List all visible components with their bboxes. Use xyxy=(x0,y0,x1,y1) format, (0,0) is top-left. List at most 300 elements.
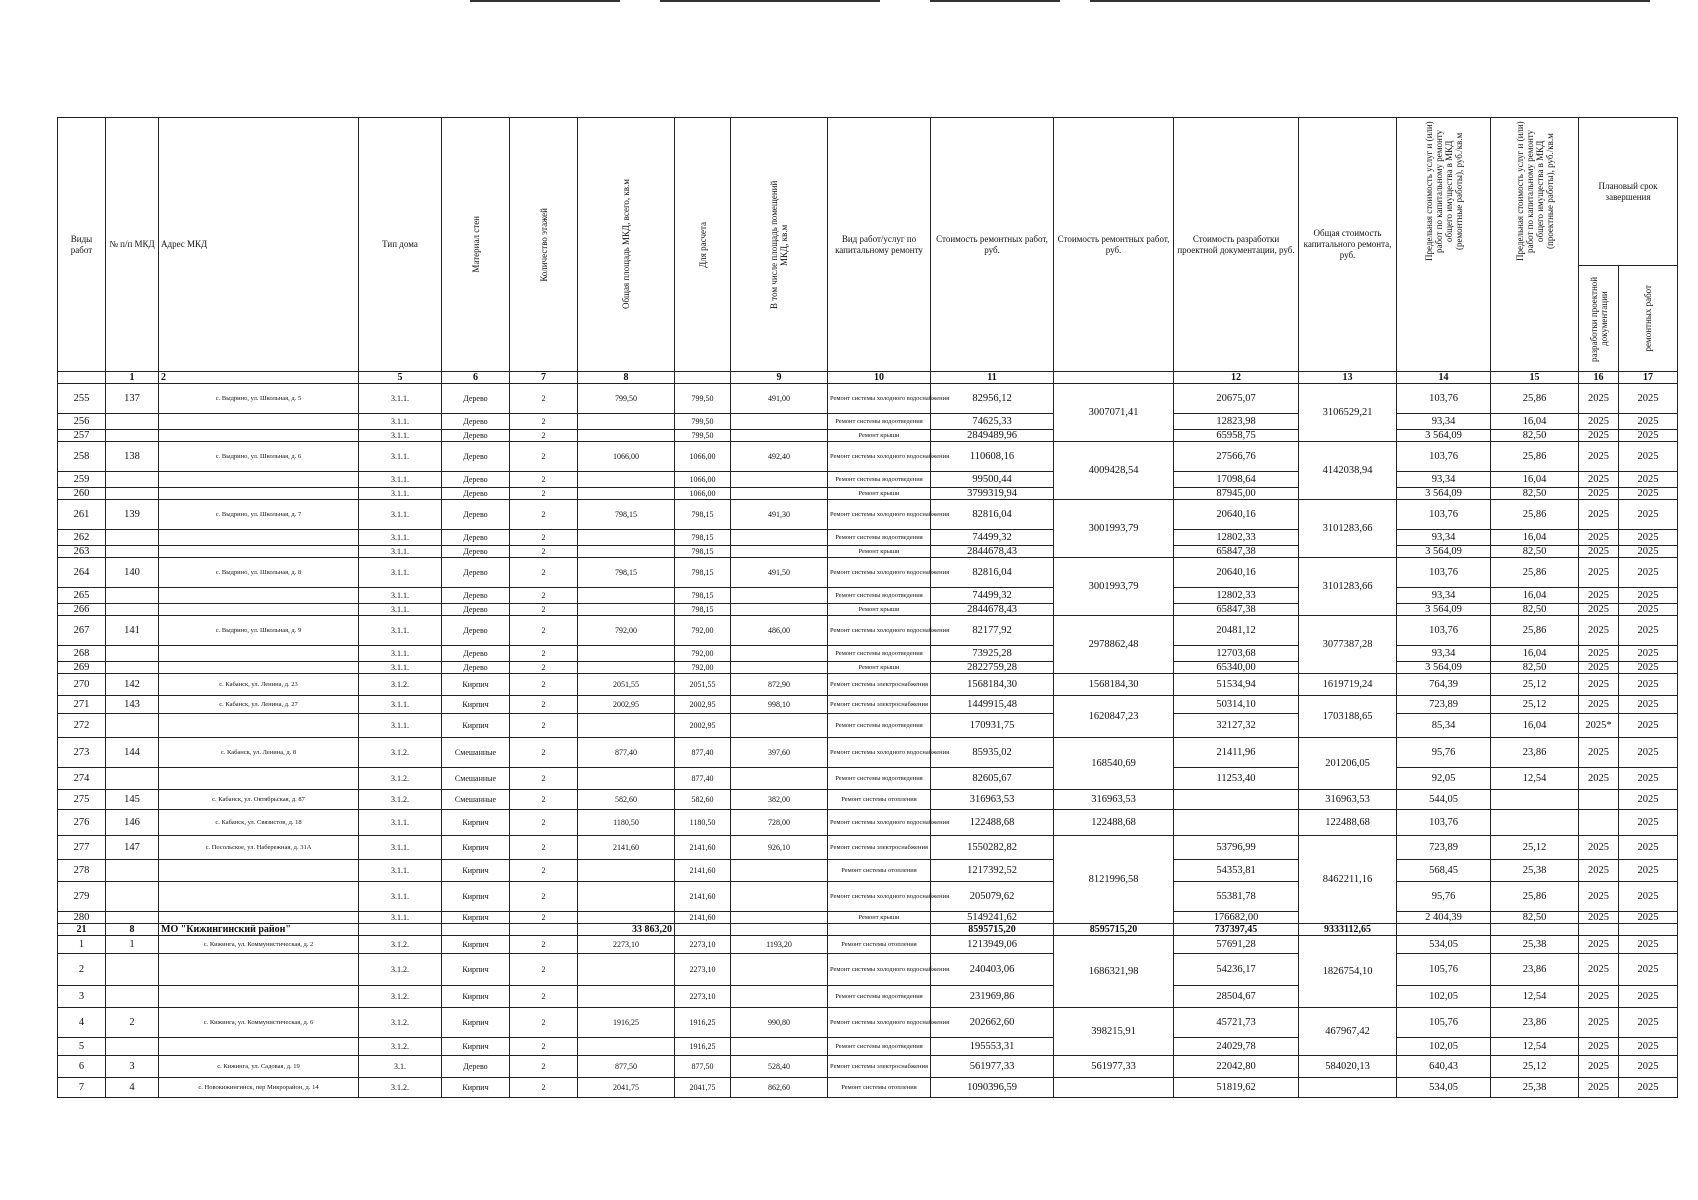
header-repair-cost-total: Стоимость ремонтных работ, руб. xyxy=(1054,118,1174,372)
cell-limit-repair: 764,39 xyxy=(1397,674,1491,696)
cell-row-number: 275 xyxy=(58,790,106,810)
header-mkd-no: № п/п МКД xyxy=(106,118,159,372)
cell-deadline-repair: 2025 xyxy=(1619,442,1678,472)
header-address: Адрес МКД xyxy=(159,118,359,372)
cell-house-type: 3.1. xyxy=(359,1056,442,1078)
cell-deadline-design xyxy=(1579,924,1619,936)
header-limit-design: Предельная стоимость услуг и (или) работ по капитальному ремонту общего имущества в МКД (проектные работы), руб./кв.м xyxy=(1491,118,1579,372)
cell-total-area: 1066,00 xyxy=(578,442,675,472)
cell-house-type: 3.1.2. xyxy=(359,1078,442,1098)
cell-limit-design: 25,86 xyxy=(1491,500,1579,530)
cell-calc-area: 2141,60 xyxy=(675,912,731,924)
cell-row-number: 278 xyxy=(58,860,106,882)
cell-deadline-design: 2025 xyxy=(1579,1008,1619,1038)
cell-house-type: 3.1.1. xyxy=(359,558,442,588)
cell-limit-design: 25,38 xyxy=(1491,860,1579,882)
table-row xyxy=(58,696,1678,714)
cell-deadline-design: 2025 xyxy=(1579,488,1619,500)
cell-total-area: 799,50 xyxy=(578,384,675,414)
cell-total-area: 1180,50 xyxy=(578,810,675,836)
cell-wall-material: Дерево xyxy=(442,1056,510,1078)
cell-deadline-repair xyxy=(1619,924,1678,936)
cell-wall-material: Дерево xyxy=(442,442,510,472)
cell-wall-material: Смешанные xyxy=(442,768,510,790)
cell-work-kind xyxy=(828,924,931,936)
cell-deadline-repair: 2025 xyxy=(1619,954,1678,986)
cell-wall-material: Кирпич xyxy=(442,986,510,1008)
cell-total-area xyxy=(578,588,675,604)
cell-mkd-number xyxy=(106,714,159,738)
cell-deadline-design: 2025 xyxy=(1579,1078,1619,1098)
cell-limit-design: 25,86 xyxy=(1491,616,1579,646)
cell-house-type: 3.1.2. xyxy=(359,738,442,768)
cell-total-area xyxy=(578,488,675,500)
cell-limit-repair: 103,76 xyxy=(1397,558,1491,588)
cell-address xyxy=(159,546,359,558)
cell-limit-design: 82,50 xyxy=(1491,604,1579,616)
cell-house-type: 3.1.2. xyxy=(359,768,442,790)
cell-house-type: 3.1.1. xyxy=(359,472,442,488)
cell-repair-cost: 74499,32 xyxy=(931,588,1054,604)
cell-calc-area: 1066,00 xyxy=(675,488,731,500)
cell-total-cost: 122488,68 xyxy=(1299,810,1397,836)
cell-premises-area: 998,10 xyxy=(731,696,828,714)
cell-floors: 2 xyxy=(510,662,578,674)
cell-mkd-number xyxy=(106,912,159,924)
header-house-type: Тип дома xyxy=(359,118,442,372)
cell-total-cost: 8462211,16 xyxy=(1299,836,1397,924)
cell-premises-area: 486,00 xyxy=(731,616,828,646)
cell-limit-repair: 3 564,09 xyxy=(1397,604,1491,616)
cell-limit-design: 12,54 xyxy=(1491,1038,1579,1056)
cell-house-type: 3.1.1. xyxy=(359,546,442,558)
cell-floors: 2 xyxy=(510,1038,578,1056)
cell-repair-cost-total: 3001993,79 xyxy=(1054,558,1174,616)
cell-address xyxy=(159,1038,359,1056)
cell-wall-material: Кирпич xyxy=(442,1038,510,1056)
cell-limit-repair: 92,05 xyxy=(1397,768,1491,790)
cell-deadline-repair: 2025 xyxy=(1619,696,1678,714)
cell-address: с. Выдрино, ул. Школьная, д. 7 xyxy=(159,500,359,530)
cell-wall-material: Дерево xyxy=(442,558,510,588)
header-work-type: Виды работ xyxy=(58,118,106,372)
cell-repair-cost: 2844678,43 xyxy=(931,604,1054,616)
column-number-cell: 8 xyxy=(578,372,675,384)
cell-calc-area: 2273,10 xyxy=(675,954,731,986)
table-row xyxy=(58,936,1678,954)
cell-deadline-design: 2025 xyxy=(1579,882,1619,912)
cell-premises-area: 1193,20 xyxy=(731,936,828,954)
cell-address xyxy=(159,912,359,924)
cell-deadline-repair: 2025 xyxy=(1619,414,1678,430)
cell-floors: 2 xyxy=(510,546,578,558)
cell-limit-design: 16,04 xyxy=(1491,472,1579,488)
cell-row-number: 261 xyxy=(58,500,106,530)
cell-premises-area xyxy=(731,860,828,882)
column-number-cell: 11 xyxy=(931,372,1054,384)
cell-premises-area xyxy=(731,1038,828,1056)
cell-design-cost: 176682,00 xyxy=(1174,912,1299,924)
cell-wall-material: Кирпич xyxy=(442,1008,510,1038)
cell-address: с. Выдрино, ул. Школьная, д. 5 xyxy=(159,384,359,414)
cell-work-kind: Ремонт системы отопления xyxy=(828,936,931,954)
table-row xyxy=(58,472,1678,488)
table-row xyxy=(58,430,1678,442)
header-work-kind: Вид работ/услуг по капитальному ремонту xyxy=(828,118,931,372)
cell-repair-cost: 561977,33 xyxy=(931,1056,1054,1078)
cell-mkd-number: 8 xyxy=(106,924,159,936)
cell-house-type: 3.1.1. xyxy=(359,860,442,882)
cell-total-cost: 201206,05 xyxy=(1299,738,1397,790)
cell-deadline-repair: 2025 xyxy=(1619,912,1678,924)
cell-mkd-number xyxy=(106,882,159,912)
cell-repair-cost-total: 1568184,30 xyxy=(1054,674,1174,696)
cell-address: с. Кижинга, ул. Коммунистическая, д. 2 xyxy=(159,936,359,954)
cell-repair-cost-total xyxy=(1054,1078,1174,1098)
cell-design-cost: 12802,33 xyxy=(1174,588,1299,604)
cell-premises-area xyxy=(731,986,828,1008)
cell-calc-area: 2002,95 xyxy=(675,696,731,714)
header-calc-area: Для расчета xyxy=(675,118,731,372)
cell-limit-repair: 534,05 xyxy=(1397,936,1491,954)
cell-premises-area: 728,00 xyxy=(731,810,828,836)
cell-total-area xyxy=(578,646,675,662)
cell-limit-design: 25,86 xyxy=(1491,384,1579,414)
cell-limit-design xyxy=(1491,790,1579,810)
cell-repair-cost: 1568184,30 xyxy=(931,674,1054,696)
cell-total-area: 877,50 xyxy=(578,1056,675,1078)
table-row xyxy=(58,738,1678,768)
cell-work-kind: Ремонт системы холодного водоснабжения xyxy=(828,882,931,912)
summary-row xyxy=(58,924,1678,936)
cell-calc-area: 799,50 xyxy=(675,384,731,414)
cell-repair-cost-total: 8595715,20 xyxy=(1054,924,1174,936)
cell-design-cost: 54236,17 xyxy=(1174,954,1299,986)
header-wall-material: Материал стен xyxy=(442,118,510,372)
cell-total-area: 2273,10 xyxy=(578,936,675,954)
cell-premises-area xyxy=(731,954,828,986)
cell-address xyxy=(159,768,359,790)
cell-calc-area: 799,50 xyxy=(675,414,731,430)
cell-premises-area: 491,50 xyxy=(731,558,828,588)
cell-premises-area xyxy=(731,912,828,924)
cell-work-kind: Ремонт крыши xyxy=(828,546,931,558)
cell-deadline-repair: 2025 xyxy=(1619,936,1678,954)
cell-mkd-number xyxy=(106,860,159,882)
cell-wall-material: Кирпич xyxy=(442,674,510,696)
cell-limit-repair: 93,34 xyxy=(1397,588,1491,604)
cell-limit-design: 25,38 xyxy=(1491,936,1579,954)
cell-row-number: 6 xyxy=(58,1056,106,1078)
cell-limit-repair: 85,34 xyxy=(1397,714,1491,738)
cell-limit-design: 23,86 xyxy=(1491,954,1579,986)
cell-premises-area xyxy=(731,662,828,674)
cell-limit-design: 82,50 xyxy=(1491,430,1579,442)
cell-house-type: 3.1.1. xyxy=(359,646,442,662)
cell-limit-design: 23,86 xyxy=(1491,1008,1579,1038)
cell-design-cost: 65847,38 xyxy=(1174,546,1299,558)
cell-work-kind: Ремонт системы холодного водоснабжения xyxy=(828,558,931,588)
cell-limit-design: 23,86 xyxy=(1491,738,1579,768)
cell-floors: 2 xyxy=(510,790,578,810)
cell-deadline-repair: 2025 xyxy=(1619,1038,1678,1056)
cell-row-number: 260 xyxy=(58,488,106,500)
cell-design-cost: 54353,81 xyxy=(1174,860,1299,882)
cell-limit-repair: 103,76 xyxy=(1397,616,1491,646)
cell-design-cost: 20640,16 xyxy=(1174,500,1299,530)
cell-limit-repair: 3 564,09 xyxy=(1397,430,1491,442)
cell-repair-cost-total: 1620847,23 xyxy=(1054,696,1174,738)
cell-total-area xyxy=(578,530,675,546)
cell-design-cost xyxy=(1174,790,1299,810)
cell-limit-repair: 2 404,39 xyxy=(1397,912,1491,924)
cell-deadline-design: 2025 xyxy=(1579,738,1619,768)
header-limit-repair: Предельная стоимость услуг и (или) работ по капитальному ремонту общего имущества в МКД (ремонтные работы), руб./кв.м xyxy=(1397,118,1491,372)
cell-floors: 2 xyxy=(510,1008,578,1038)
cell-design-cost: 87945,00 xyxy=(1174,488,1299,500)
cell-floors: 2 xyxy=(510,860,578,882)
cell-mkd-number xyxy=(106,662,159,674)
cell-work-kind: Ремонт системы водоотведения xyxy=(828,1038,931,1056)
cell-design-cost: 50314,10 xyxy=(1174,696,1299,714)
cell-mkd-number xyxy=(106,986,159,1008)
cell-design-cost: 65847,38 xyxy=(1174,604,1299,616)
cell-design-cost: 11253,40 xyxy=(1174,768,1299,790)
cell-repair-cost: 195553,31 xyxy=(931,1038,1054,1056)
cell-deadline-design: 2025 xyxy=(1579,530,1619,546)
cell-calc-area: 2273,10 xyxy=(675,936,731,954)
cell-premises-area xyxy=(731,472,828,488)
cell-total-area xyxy=(578,472,675,488)
cell-calc-area: 2041,75 xyxy=(675,1078,731,1098)
table-row xyxy=(58,1056,1678,1078)
cell-limit-design xyxy=(1491,810,1579,836)
cell-work-kind: Ремонт системы водоотведения xyxy=(828,986,931,1008)
cell-mkd-number: 145 xyxy=(106,790,159,810)
cell-deadline-repair: 2025 xyxy=(1619,662,1678,674)
cell-mkd-number xyxy=(106,954,159,986)
cell-wall-material: Смешанные xyxy=(442,738,510,768)
cell-calc-area: 799,50 xyxy=(675,430,731,442)
cell-limit-repair: 3 564,09 xyxy=(1397,488,1491,500)
cell-calc-area: 2141,60 xyxy=(675,836,731,860)
cell-limit-design: 16,04 xyxy=(1491,588,1579,604)
table-row xyxy=(58,1038,1678,1056)
cell-wall-material: Кирпич xyxy=(442,696,510,714)
cell-premises-area xyxy=(731,882,828,912)
cell-work-kind: Ремонт системы отопления xyxy=(828,860,931,882)
cell-repair-cost: 231969,86 xyxy=(931,986,1054,1008)
cell-limit-design: 16,04 xyxy=(1491,646,1579,662)
cell-work-kind: Ремонт системы холодного водоснабжения xyxy=(828,384,931,414)
cell-address: с. Кабанск, ул. Октябрьская, д. 87 xyxy=(159,790,359,810)
cell-design-cost: 20481,12 xyxy=(1174,616,1299,646)
cell-limit-repair: 568,45 xyxy=(1397,860,1491,882)
cell-calc-area: 1916,25 xyxy=(675,1038,731,1056)
cell-floors: 2 xyxy=(510,430,578,442)
cell-repair-cost: 1550282,82 xyxy=(931,836,1054,860)
cell-row-number: 3 xyxy=(58,986,106,1008)
cell-house-type: 3.1.1. xyxy=(359,662,442,674)
cell-deadline-repair: 2025 xyxy=(1619,500,1678,530)
cell-work-kind: Ремонт крыши xyxy=(828,488,931,500)
cell-deadline-design: 2025 xyxy=(1579,674,1619,696)
cell-premises-area: 491,30 xyxy=(731,500,828,530)
cell-wall-material: Дерево xyxy=(442,616,510,646)
table-row xyxy=(58,384,1678,414)
cell-floors: 2 xyxy=(510,616,578,646)
cell-row-number: 258 xyxy=(58,442,106,472)
cell-deadline-repair: 2025 xyxy=(1619,1078,1678,1098)
cell-limit-repair xyxy=(1397,924,1491,936)
cell-mkd-number xyxy=(106,588,159,604)
cell-total-cost: 3077387,28 xyxy=(1299,616,1397,674)
cell-premises-area xyxy=(731,488,828,500)
cell-mkd-number xyxy=(106,430,159,442)
cell-row-number: 4 xyxy=(58,1008,106,1038)
cell-total-area: 877,40 xyxy=(578,738,675,768)
cell-total-area xyxy=(578,912,675,924)
cell-total-area: 2002,95 xyxy=(578,696,675,714)
cell-row-number: 262 xyxy=(58,530,106,546)
cell-premises-area xyxy=(731,646,828,662)
cell-wall-material: Дерево xyxy=(442,646,510,662)
cell-deadline-repair: 2025 xyxy=(1619,714,1678,738)
cell-repair-cost-total: 4009428,54 xyxy=(1054,442,1174,500)
cell-repair-cost: 205079,62 xyxy=(931,882,1054,912)
cell-house-type: 3.1.1. xyxy=(359,414,442,430)
cell-deadline-repair: 2025 xyxy=(1619,646,1678,662)
cell-house-type xyxy=(359,924,442,936)
cell-work-kind: Ремонт системы водоотведения xyxy=(828,414,931,430)
cell-premises-area: 492,40 xyxy=(731,442,828,472)
cell-calc-area: 2273,10 xyxy=(675,986,731,1008)
cell-design-cost: 28504,67 xyxy=(1174,986,1299,1008)
cell-house-type: 3.1.2. xyxy=(359,986,442,1008)
cell-deadline-repair: 2025 xyxy=(1619,738,1678,768)
cell-repair-cost: 2822759,28 xyxy=(931,662,1054,674)
cell-mkd-number: 3 xyxy=(106,1056,159,1078)
cell-deadline-repair: 2025 xyxy=(1619,810,1678,836)
column-number-cell: 5 xyxy=(359,372,442,384)
header-total-area: Общая площадь МКД, всего, кв.м xyxy=(578,118,675,372)
cell-address xyxy=(159,604,359,616)
cell-house-type: 3.1.1. xyxy=(359,430,442,442)
cell-deadline-design: 2025 xyxy=(1579,936,1619,954)
cell-calc-area: 798,15 xyxy=(675,500,731,530)
header-premises-area: В том числе площадь помещений МКД, кв.м xyxy=(731,118,828,372)
table-row xyxy=(58,546,1678,558)
cell-premises-area xyxy=(731,604,828,616)
table-row xyxy=(58,810,1678,836)
cell-row-number: 270 xyxy=(58,674,106,696)
cell-wall-material: Дерево xyxy=(442,604,510,616)
cell-repair-cost: 2849489,96 xyxy=(931,430,1054,442)
table-row xyxy=(58,414,1678,430)
table-row xyxy=(58,674,1678,696)
cell-design-cost: 51534,94 xyxy=(1174,674,1299,696)
cell-repair-cost: 202662,60 xyxy=(931,1008,1054,1038)
cell-house-type: 3.1.1. xyxy=(359,696,442,714)
cell-calc-area: 2051,55 xyxy=(675,674,731,696)
table-row xyxy=(58,662,1678,674)
cell-design-cost xyxy=(1174,810,1299,836)
cell-design-cost: 55381,78 xyxy=(1174,882,1299,912)
cell-address: с. Кабанск, ул. Ленина, д. 27 xyxy=(159,696,359,714)
cell-house-type: 3.1.2. xyxy=(359,674,442,696)
cell-limit-design: 25,86 xyxy=(1491,558,1579,588)
cell-total-area xyxy=(578,1038,675,1056)
cell-row-number: 263 xyxy=(58,546,106,558)
cell-work-kind: Ремонт системы холодного водоснабжения xyxy=(828,500,931,530)
cell-mkd-number: 140 xyxy=(106,558,159,588)
cell-repair-cost: 74625,33 xyxy=(931,414,1054,430)
cell-work-kind: Ремонт системы холодного водоснабжения xyxy=(828,810,931,836)
cell-calc-area: 792,00 xyxy=(675,616,731,646)
cell-limit-repair: 105,76 xyxy=(1397,954,1491,986)
cell-floors: 2 xyxy=(510,646,578,662)
cell-deadline-repair: 2025 xyxy=(1619,674,1678,696)
column-number-cell: 7 xyxy=(510,372,578,384)
cell-total-cost: 1619719,24 xyxy=(1299,674,1397,696)
cell-limit-design: 16,04 xyxy=(1491,414,1579,430)
cell-house-type: 3.1.1. xyxy=(359,912,442,924)
cell-address: с. Кабанск, ул. Связистов, д. 18 xyxy=(159,810,359,836)
cell-floors: 2 xyxy=(510,714,578,738)
cell-mkd-number: 1 xyxy=(106,936,159,954)
cell-repair-cost: 5149241,62 xyxy=(931,912,1054,924)
cell-row-number: 269 xyxy=(58,662,106,674)
column-number-cell: 15 xyxy=(1491,372,1579,384)
cell-address xyxy=(159,860,359,882)
cell-work-kind: Ремонт системы водоотведения xyxy=(828,588,931,604)
cell-total-area xyxy=(578,954,675,986)
cell-premises-area: 397,60 xyxy=(731,738,828,768)
cell-house-type: 3.1.1. xyxy=(359,882,442,912)
cell-repair-cost-total: 398215,91 xyxy=(1054,1008,1174,1056)
cell-repair-cost: 316963,53 xyxy=(931,790,1054,810)
cell-house-type: 3.1.2. xyxy=(359,1008,442,1038)
cell-mkd-number xyxy=(106,646,159,662)
cell-deadline-repair: 2025 xyxy=(1619,604,1678,616)
cell-floors: 2 xyxy=(510,936,578,954)
cell-row-number: 257 xyxy=(58,430,106,442)
cell-repair-cost: 170931,75 xyxy=(931,714,1054,738)
cell-premises-area: 872,90 xyxy=(731,674,828,696)
cell-mkd-number: 137 xyxy=(106,384,159,414)
table-row xyxy=(58,1078,1678,1098)
cell-total-area: 1916,25 xyxy=(578,1008,675,1038)
cell-design-cost: 45721,73 xyxy=(1174,1008,1299,1038)
cell-wall-material: Кирпич xyxy=(442,1078,510,1098)
cell-total-cost: 4142038,94 xyxy=(1299,442,1397,500)
cell-mkd-number xyxy=(106,472,159,488)
cell-premises-area xyxy=(731,430,828,442)
cell-address: с. Выдрино, ул. Школьная, д. 8 xyxy=(159,558,359,588)
cell-limit-design: 25,86 xyxy=(1491,882,1579,912)
cell-wall-material: Смешанные xyxy=(442,790,510,810)
cell-wall-material: Дерево xyxy=(442,488,510,500)
cell-work-kind: Ремонт системы электроснабжения xyxy=(828,836,931,860)
cell-work-kind: Ремонт крыши xyxy=(828,662,931,674)
table-row xyxy=(58,986,1678,1008)
cell-deadline-repair: 2025 xyxy=(1619,768,1678,790)
cell-deadline-design: 2025 xyxy=(1579,696,1619,714)
cell-wall-material: Кирпич xyxy=(442,714,510,738)
cell-calc-area: 1066,00 xyxy=(675,442,731,472)
cell-deadline-design: 2025 xyxy=(1579,1056,1619,1078)
cell-repair-cost-total: 3007071,41 xyxy=(1054,384,1174,442)
